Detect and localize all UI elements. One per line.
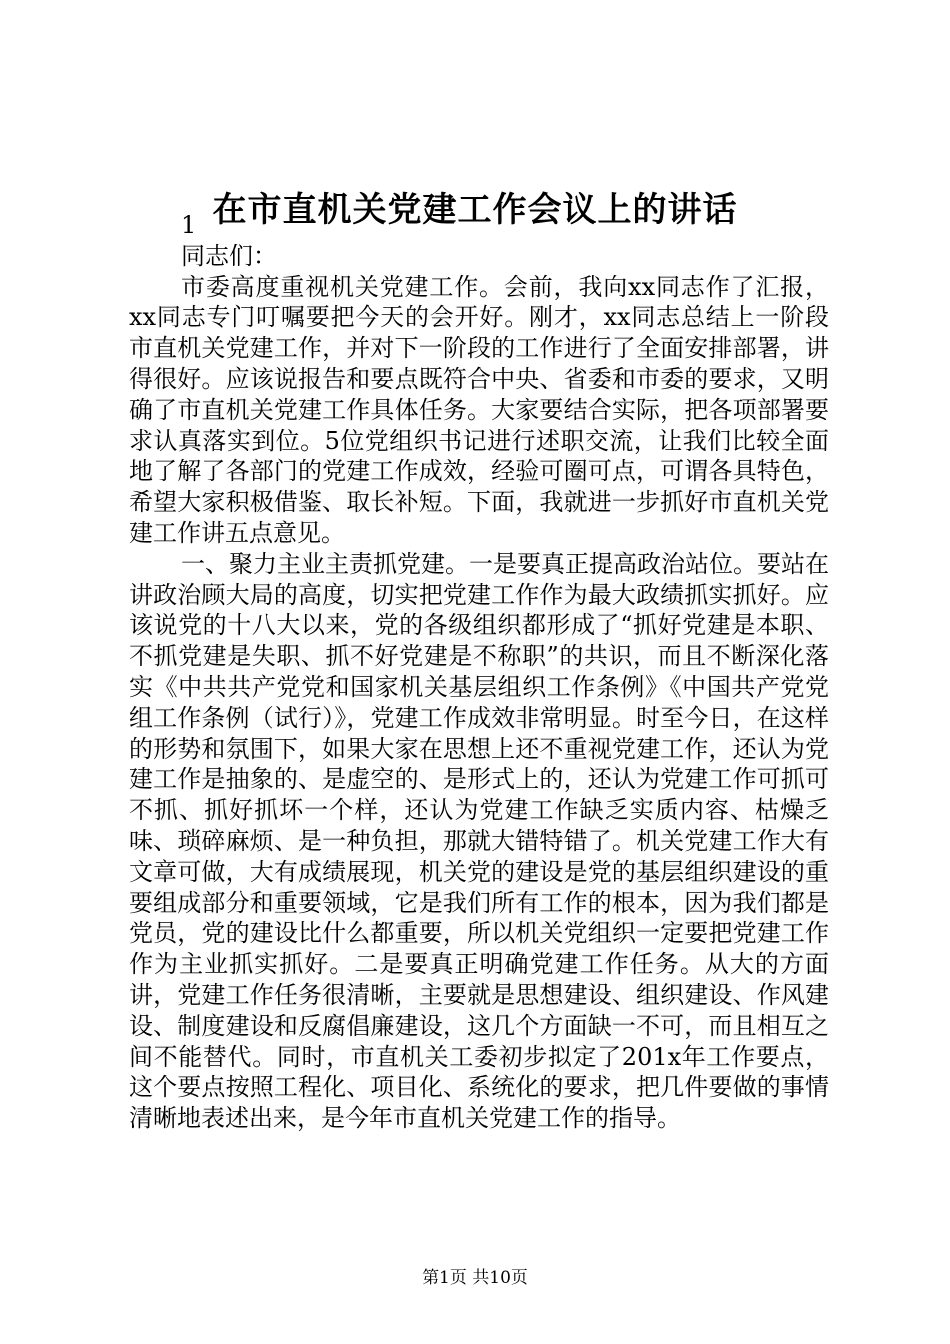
paragraph-1: 市委高度重视机关党建工作。会前，我向xx同志作了汇报，xx同志专门叮嘱要把今天的会开好。刚才，xx同志总结上一阶段市直机关党建工作，并对下一阶段的工作进行了全面安排部署，讲得很好。应该说报告和要点既符合中央、省委和市委的要求，又明确了市直机关党建工作具体任务。大家要结合实际，把各项部署要求认真落实到位。5位党组织书记进行述职交流，让我们比较全面地了解了各部门的党建工作成效，经验可圈可点，可谓各具特色，希望大家积极借鉴、取长补短。下面，我就进一步抓好市直机关党建工作讲五点意见。: [129, 272, 829, 547]
page-footer: 第1页 共10页: [422, 1268, 528, 1288]
document-title: 在市直机关党建工作会议上的讲话: [212, 190, 738, 230]
salutation: 同志们：: [181, 241, 277, 270]
document-body: [129, 210, 829, 1134]
number-line: 1: [181, 211, 197, 239]
paragraph-2: 一、聚力主业主责抓党建。一是要真正提高政治站位。要站在讲政治顾大局的高度，切实把党建工作作为最大政绩抓实抓好。应该说党的十八大以来，党的各级组织都形成了“抓好党建是本职、不抓党建是失职、抓不好党建是不称职”的共识，而且不断深化落实《中共共产党党和国家机关基层组织工作条例》《中国共产党党组工作条例（试行）》，党建工作成效非常明显。时至今日，在这样的形势和氛围下，如果大家在思想上还不重视党建工作，还认为党建工作是抽象的、是虚空的、是形式上的，还认为党建工作可抓可不抓、抓好抓坏一个样，还认为党建工作缺乏实质内容、枯燥乏味、琐碎麻烦、是一种负担，那就大错特错了。机关党建工作大有文章可做，大有成绩展现，机关党的建设是党的基层组织建设的重要组成部分和重要领域，它是我们所有工作的根本，因为我们都是党员，党的建设比什么都重要，所以机关党组织一定要把党建工作作为主业抓实抓好。二是要真正明确党建工作任务。从大的方面讲，党建工作任务很清晰，主要就是思想建设、组织建设、作风建设、制度建设和反腐倡廉建设，这几个方面缺一不可，而且相互之间不能替代。同时，市直机关工委初步拟定了201x年工作要点，这个要点按照工程化、项目化、系统化的要求，把几件要做的事情清晰地表述出来，是今年市直机关党建工作的指导。: [129, 549, 829, 1133]
